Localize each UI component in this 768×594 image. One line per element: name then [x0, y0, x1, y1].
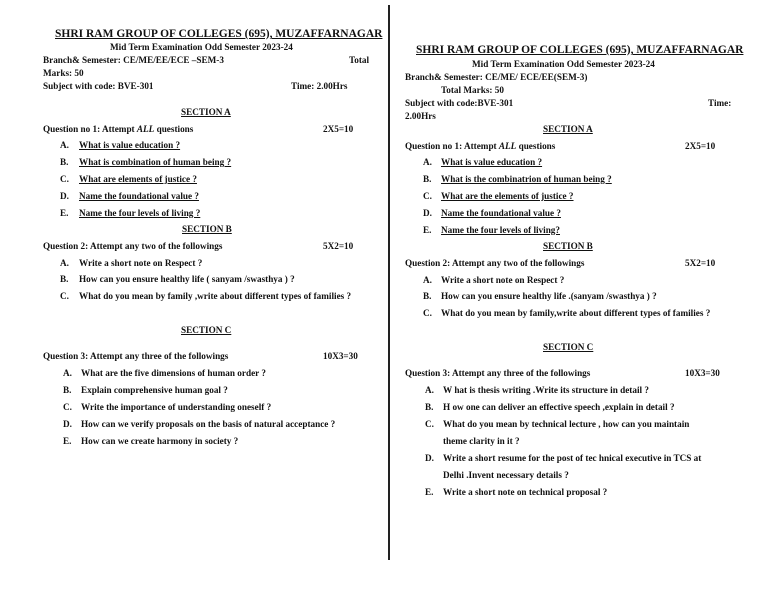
- section-c-heading: SECTION C: [543, 342, 594, 352]
- q2-item-c-text: What do you mean by family,write about different types of families ?: [441, 308, 711, 318]
- question-3: Question 3: Attempt any three of the followings: [43, 351, 229, 361]
- branch-semester: Branch& Semester: CE/ME/EE/ECE –SEM-3: [43, 55, 224, 65]
- college-title: SHRI RAM GROUP OF COLLEGES (695), MUZAFFARNAGAR: [416, 44, 744, 56]
- total-label: Total: [349, 55, 370, 65]
- q1-item-b-text: What is combination of human being ?: [79, 157, 232, 167]
- q3-item-a-text: What are the five dimensions of human order ?: [81, 368, 266, 378]
- q3-item-c-text-cont: theme clarity in it ?: [443, 436, 520, 446]
- q3-item-d-text: How can we verify proposals on the basis of natural acceptance ?: [81, 419, 336, 429]
- q1-item-b-letter: B.: [60, 157, 69, 167]
- q3-item-a-text: W hat is thesis writing .Write its structure in detail ?: [443, 385, 649, 395]
- q1-item-a-letter: A.: [423, 157, 432, 167]
- q3-item-a-letter: A.: [425, 385, 434, 395]
- question-1-all: ALL: [498, 141, 517, 151]
- question-1: [43, 124, 193, 135]
- question-3: Question 3: Attempt any three of the followings: [405, 368, 591, 378]
- q2-item-b-letter: B.: [423, 291, 432, 301]
- section-b-heading: SECTION B: [182, 224, 232, 234]
- total-marks: Total Marks: 50: [441, 85, 504, 95]
- q3-item-e-text: How can we create harmony in society ?: [81, 436, 239, 446]
- section-c-heading: SECTION C: [181, 325, 232, 335]
- q3-item-e-letter: E.: [425, 487, 434, 497]
- exam-time: Time: 2.00Hrs: [291, 81, 348, 91]
- q3-item-a-letter: A.: [63, 368, 72, 378]
- q2-item-b-letter: B.: [60, 274, 69, 284]
- q3-item-b-text: Explain comprehensive human goal ?: [81, 385, 228, 395]
- question-1-prefix: Question no 1: Attempt: [43, 124, 137, 134]
- q2-item-c-letter: C.: [423, 308, 432, 318]
- q2-item-b-text: How can you ensure healthy life ( sanyam /swasthya ) ?: [79, 274, 295, 284]
- branch-semester: Branch& Semester: CE/ME/ ECE/EE(SEM-3): [405, 72, 588, 82]
- question-3-marks: 10X3=30: [323, 351, 358, 361]
- q2-item-a-text: Write a short note on Respect ?: [441, 275, 565, 285]
- q1-item-a-text: What is value education ?: [441, 157, 543, 167]
- q1-item-a-text: What is value education ?: [79, 140, 181, 150]
- q1-item-c-letter: C.: [423, 191, 432, 201]
- question-3-marks: 10X3=30: [685, 368, 720, 378]
- q2-item-c-letter: C.: [60, 291, 69, 301]
- q2-item-a-letter: A.: [423, 275, 432, 285]
- q2-item-a-letter: A.: [60, 258, 69, 268]
- question-2: Question 2: Attempt any two of the followings: [405, 258, 585, 268]
- q1-item-c-text: What are elements of justice ?: [79, 174, 197, 184]
- section-b-heading: SECTION B: [543, 241, 593, 251]
- q3-item-d-letter: D.: [425, 453, 434, 463]
- q3-item-c-text: What do you mean by technical lecture , how can you maintain: [443, 419, 690, 429]
- question-2-marks: 5X2=10: [685, 258, 716, 268]
- q1-item-d-text: Name the foundational value ?: [441, 208, 561, 218]
- q3-item-b-letter: B.: [63, 385, 72, 395]
- question-2: Question 2: Attempt any two of the followings: [43, 241, 223, 251]
- q3-item-c-text: Write the importance of understanding oneself ?: [81, 402, 272, 412]
- q1-item-e-text: Name the four levels of living ?: [79, 208, 201, 218]
- q3-item-d-text: Write a short resume for the post of tec hnical executive in TCS at: [443, 453, 702, 463]
- page-divider: [388, 5, 390, 560]
- subject-code: Subject with code: BVE-301: [43, 81, 154, 91]
- q2-item-c-text: What do you mean by family ,write about different types of families ?: [79, 291, 352, 301]
- question-1: [405, 141, 555, 152]
- exam-title: Mid Term Examination Odd Semester 2023-24: [110, 42, 293, 52]
- q1-item-d-letter: D.: [423, 208, 432, 218]
- q2-item-a-text: Write a short note on Respect ?: [79, 258, 203, 268]
- q1-item-d-letter: D.: [60, 191, 69, 201]
- q1-item-e-letter: E.: [423, 225, 432, 235]
- question-1-prefix: Question no 1: Attempt: [405, 141, 499, 151]
- q3-item-b-letter: B.: [425, 402, 434, 412]
- q3-item-d-letter: D.: [63, 419, 72, 429]
- question-1-all: ALL: [136, 124, 155, 134]
- q1-item-b-text: What is the combinatrion of human being ?: [441, 174, 612, 184]
- subject-code: Subject with code:BVE-301: [405, 98, 514, 108]
- section-a-heading: SECTION A: [543, 124, 593, 134]
- q3-item-c-letter: C.: [63, 402, 72, 412]
- q3-item-d-text-cont: Delhi .Invent necessary details ?: [443, 470, 569, 480]
- q1-item-a-letter: A.: [60, 140, 69, 150]
- section-a-heading: SECTION A: [181, 107, 231, 117]
- question-1-marks: 2X5=10: [685, 141, 716, 151]
- question-1-suffix: questions: [516, 141, 556, 151]
- exam-time: 2.00Hrs: [405, 111, 436, 121]
- total-marks: Marks: 50: [43, 68, 84, 78]
- time-label: Time:: [708, 98, 732, 108]
- question-1-marks: 2X5=10: [323, 124, 354, 134]
- q1-item-c-letter: C.: [60, 174, 69, 184]
- q1-item-e-text: Name the four levels of living?: [441, 225, 560, 235]
- question-2-marks: 5X2=10: [323, 241, 354, 251]
- q2-item-b-text: How can you ensure healthy life .(sanyam /swasthya ) ?: [441, 291, 657, 301]
- exam-title: Mid Term Examination Odd Semester 2023-24: [472, 59, 655, 69]
- q3-item-c-letter: C.: [425, 419, 434, 429]
- q3-item-e-text: Write a short note on technical proposal ?: [443, 487, 608, 497]
- q1-item-e-letter: E.: [60, 208, 69, 218]
- q1-item-b-letter: B.: [423, 174, 432, 184]
- q1-item-d-text: Name the foundational value ?: [79, 191, 199, 201]
- college-title: SHRI RAM GROUP OF COLLEGES (695), MUZAFFARNAGAR: [55, 28, 383, 40]
- question-1-suffix: questions: [154, 124, 194, 134]
- q3-item-e-letter: E.: [63, 436, 72, 446]
- q3-item-b-text: H ow one can deliver an effective speech ,explain in detail ?: [443, 402, 675, 412]
- q1-item-c-text: What are the elements of justice ?: [441, 191, 574, 201]
